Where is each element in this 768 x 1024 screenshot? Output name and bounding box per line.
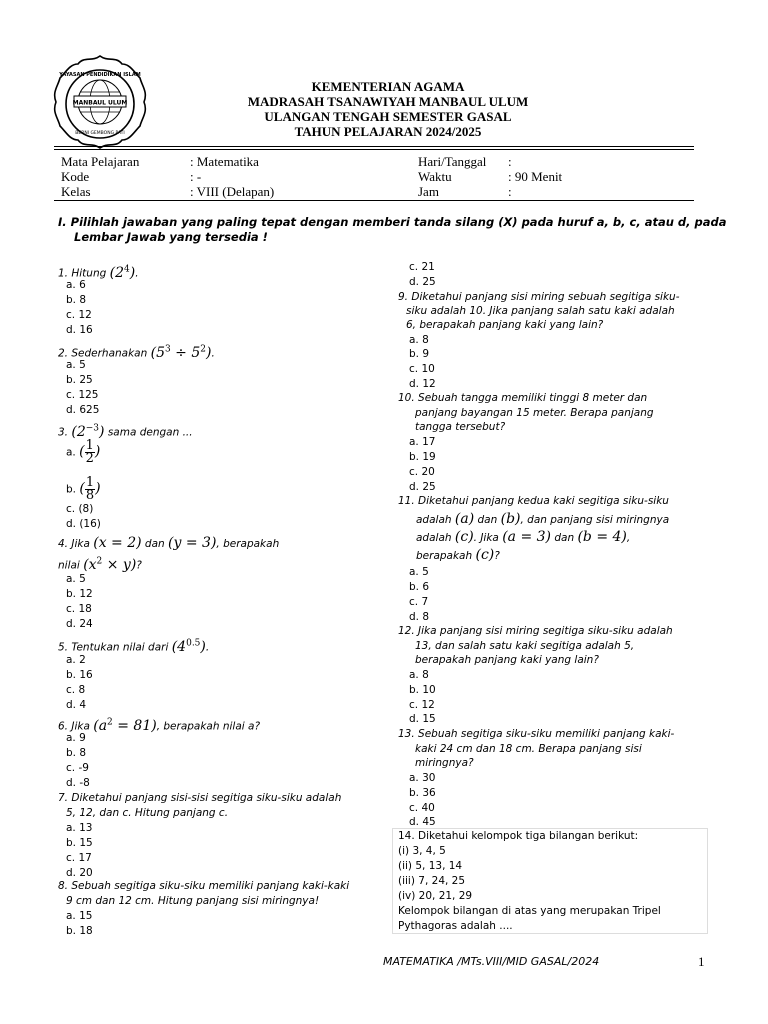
q2-option-d[interactable]: d. 625 — [66, 404, 100, 416]
q9-option-b[interactable]: b. 9 — [409, 348, 430, 360]
question-14: 14. Diketahui kelompok tiga bilangan berikut: — [398, 830, 639, 842]
q14-set-i: (i) 3, 4, 5 — [398, 845, 446, 857]
q3-option-b[interactable]: b. ( $\frac{1}{8}$ ) — [66, 475, 101, 503]
q8-option-a[interactable]: a. 15 — [66, 910, 93, 922]
q7-option-a[interactable]: a. 13 — [66, 822, 93, 834]
question-4-line-2: nilai $(x^2 \times y)$? — [58, 556, 142, 573]
q6-option-a[interactable]: a. 9 — [66, 732, 86, 744]
q4-option-b[interactable]: b. 12 — [66, 588, 93, 600]
q6-option-b[interactable]: b. 8 — [66, 747, 87, 759]
question-4: 4. Jika (x = 2) dan (y = 3), berapakah — [58, 535, 280, 551]
question-13: 13. Sebuah segitiga siku-siku memiliki panjang kaki- — [398, 728, 675, 740]
q5-option-c[interactable]: c. 8 — [66, 684, 86, 696]
header-rule-top — [54, 146, 694, 147]
value-time: : — [508, 184, 512, 199]
value-date: : — [508, 154, 512, 169]
header-rule-thin — [54, 149, 694, 150]
school-logo — [50, 52, 150, 152]
q11-option-c[interactable]: c. 7 — [409, 596, 429, 608]
q3-option-c[interactable]: c. (8) — [66, 503, 94, 515]
q4-option-a[interactable]: a. 5 — [66, 573, 86, 585]
question-2: 2. Sederhanakan $(5^3 \div 5^2)$. — [58, 344, 215, 361]
question-3: 3. $(2^{-3})$ sama dengan ... — [58, 423, 193, 440]
question-10-line-2: panjang bayangan 15 meter. Berapa panjang — [415, 407, 654, 419]
q12-option-d[interactable]: d. 15 — [409, 713, 436, 725]
question-11-line-4: berapakah (c)? — [416, 547, 500, 563]
q1-option-d[interactable]: d. 16 — [66, 324, 93, 336]
q6-option-c[interactable]: c. -9 — [66, 762, 89, 774]
q5-option-a[interactable]: a. 2 — [66, 654, 86, 666]
value-duration: : 90 Menit — [508, 169, 563, 184]
q1-option-a[interactable]: a. 6 — [66, 279, 86, 291]
q2-option-b[interactable]: b. 25 — [66, 374, 93, 386]
q11-option-d[interactable]: d. 8 — [409, 611, 430, 623]
question-7-line-2: 5, 12, dan c. Hitung panjang c. — [66, 807, 229, 819]
q13-option-c[interactable]: c. 40 — [409, 802, 435, 814]
q7-option-d[interactable]: d. 20 — [66, 867, 93, 879]
q8-option-b[interactable]: b. 18 — [66, 925, 93, 937]
header-year: TAHUN PELAJARAN 2024/2025 — [294, 124, 482, 139]
question-13-line-2: kaki 24 cm dan 18 cm. Berapa panjang sisi — [415, 743, 642, 755]
instruction-line-2: Lembar Jawab yang tersedia ! — [74, 230, 268, 244]
label-time: Jam — [418, 184, 439, 199]
question-12-line-2: 13, dan salah satu kaki segitiga adalah 5, — [415, 640, 635, 652]
q5-option-d[interactable]: d. 4 — [66, 699, 87, 711]
footer-text: MATEMATIKA /MTs.VIII/MID GASAL/2024 — [383, 955, 600, 968]
q14-prompt-line-2: Pythagoras adalah .... — [398, 920, 513, 932]
question-9-line-3: 6, berapakah panjang kaki yang lain? — [406, 319, 604, 331]
question-1: 1. Hitung $(2^4)$. — [58, 264, 139, 281]
q11-option-b[interactable]: b. 6 — [409, 581, 430, 593]
page-number: 1 — [698, 954, 705, 969]
q11-option-a[interactable]: a. 5 — [409, 566, 429, 578]
q9-option-d[interactable]: d. 12 — [409, 378, 436, 390]
q7-option-c[interactable]: c. 17 — [66, 852, 92, 864]
question-10-line-3: tangga tersebut? — [415, 421, 506, 433]
q1-option-c[interactable]: c. 12 — [66, 309, 92, 321]
logo-band-text: MANBAUL ULUM — [72, 99, 128, 107]
question-8-line-2: 9 cm dan 12 cm. Hitung panjang sisi miringnya! — [66, 895, 320, 907]
info-rule-bottom — [54, 200, 694, 201]
question-13-line-3: miringnya? — [415, 757, 474, 769]
label-date: Hari/Tanggal — [418, 154, 487, 169]
q9-option-c[interactable]: c. 10 — [409, 363, 435, 375]
question-12-line-3: berapakah panjang kaki yang lain? — [415, 654, 599, 666]
q10-option-d[interactable]: d. 25 — [409, 481, 436, 493]
header-ministry: KEMENTERIAN AGAMA — [311, 79, 465, 94]
label-duration: Waktu — [418, 169, 452, 184]
instruction-line-1: I. Pilihlah jawaban yang paling tepat dengan memberi tanda silang (X) pada huruf a, b, c, atau d, pada — [58, 215, 727, 229]
q3-option-a[interactable]: a. ( $\frac{1}{2}$ ) — [66, 438, 101, 466]
label-subject: Mata Pelajaran — [61, 154, 140, 169]
question-11: 11. Diketahui panjang kedua kaki segitiga siku-siku — [398, 495, 669, 507]
q14-set-iv: (iv) 20, 21, 29 — [398, 890, 473, 902]
logo-bottom-text: BERNI GEMBONG PATI — [75, 131, 125, 136]
question-11-line-3: adalah (c). Jika (a = 3) dan (b = 4), — [416, 529, 631, 545]
q2-option-a[interactable]: a. 5 — [66, 359, 86, 371]
q8-option-d[interactable]: d. 25 — [409, 276, 436, 288]
value-class: : VIII (Delapan) — [190, 184, 275, 199]
question-9: 9. Diketahui panjang sisi miring sebuah segitiga siku- — [398, 291, 680, 303]
question-5: 5. Tentukan nilai dari $(4^{0.5})$. — [58, 638, 210, 655]
q3-option-d[interactable]: d. (16) — [66, 518, 101, 530]
q8-option-c[interactable]: c. 21 — [409, 261, 435, 273]
q10-option-a[interactable]: a. 17 — [409, 436, 436, 448]
q4-option-d[interactable]: d. 24 — [66, 618, 93, 630]
question-7: 7. Diketahui panjang sisi-sisi segitiga siku-siku adalah — [58, 792, 342, 804]
q14-set-ii: (ii) 5, 13, 14 — [398, 860, 463, 872]
label-code: Kode — [61, 169, 90, 184]
question-12: 12. Jika panjang sisi miring segitiga siku-siku adalah — [398, 625, 673, 637]
logo-arc-text: YAYASAN PENDIDIKAN ISLAM — [59, 72, 141, 78]
q9-option-a[interactable]: a. 8 — [409, 334, 429, 346]
question-11-line-2: adalah (a) dan (b), dan panjang sisi miringnya — [416, 511, 670, 527]
q13-option-a[interactable]: a. 30 — [409, 772, 436, 784]
header-exam: ULANGAN TENGAH SEMESTER GASAL — [264, 109, 512, 124]
q7-option-b[interactable]: b. 15 — [66, 837, 93, 849]
question-14-box — [392, 828, 708, 934]
q13-option-d[interactable]: d. 45 — [409, 816, 436, 828]
q4-option-c[interactable]: c. 18 — [66, 603, 92, 615]
q14-set-iii: (iii) 7, 24, 25 — [398, 875, 466, 887]
q12-option-b[interactable]: b. 10 — [409, 684, 436, 696]
header-school: MADRASAH TSANAWIYAH MANBAUL ULUM — [247, 94, 529, 109]
question-6: 6. Jika $(a^2 = 81)$, berapakah nilai a? — [58, 717, 261, 734]
value-subject: : Matematika — [190, 154, 259, 169]
q12-option-c[interactable]: c. 12 — [409, 699, 435, 711]
q10-option-c[interactable]: c. 20 — [409, 466, 435, 478]
q1-option-b[interactable]: b. 8 — [66, 294, 87, 306]
q10-option-b[interactable]: b. 19 — [409, 451, 436, 463]
q14-prompt-line-1: Kelompok bilangan di atas yang merupakan Tripel — [398, 905, 661, 917]
label-class: Kelas — [61, 184, 91, 199]
q2-option-c[interactable]: c. 125 — [66, 389, 99, 401]
q12-option-a[interactable]: a. 8 — [409, 669, 429, 681]
value-code: : - — [190, 169, 202, 184]
question-9-line-2: siku adalah 10. Jika panjang salah satu kaki adalah — [406, 305, 675, 317]
question-8: 8. Sebuah segitiga siku-siku memiliki panjang kaki-kaki — [58, 880, 350, 892]
q5-option-b[interactable]: b. 16 — [66, 669, 93, 681]
q6-option-d[interactable]: d. -8 — [66, 777, 90, 789]
question-10: 10. Sebuah tangga memiliki tinggi 8 meter dan — [398, 392, 648, 404]
q13-option-b[interactable]: b. 36 — [409, 787, 436, 799]
